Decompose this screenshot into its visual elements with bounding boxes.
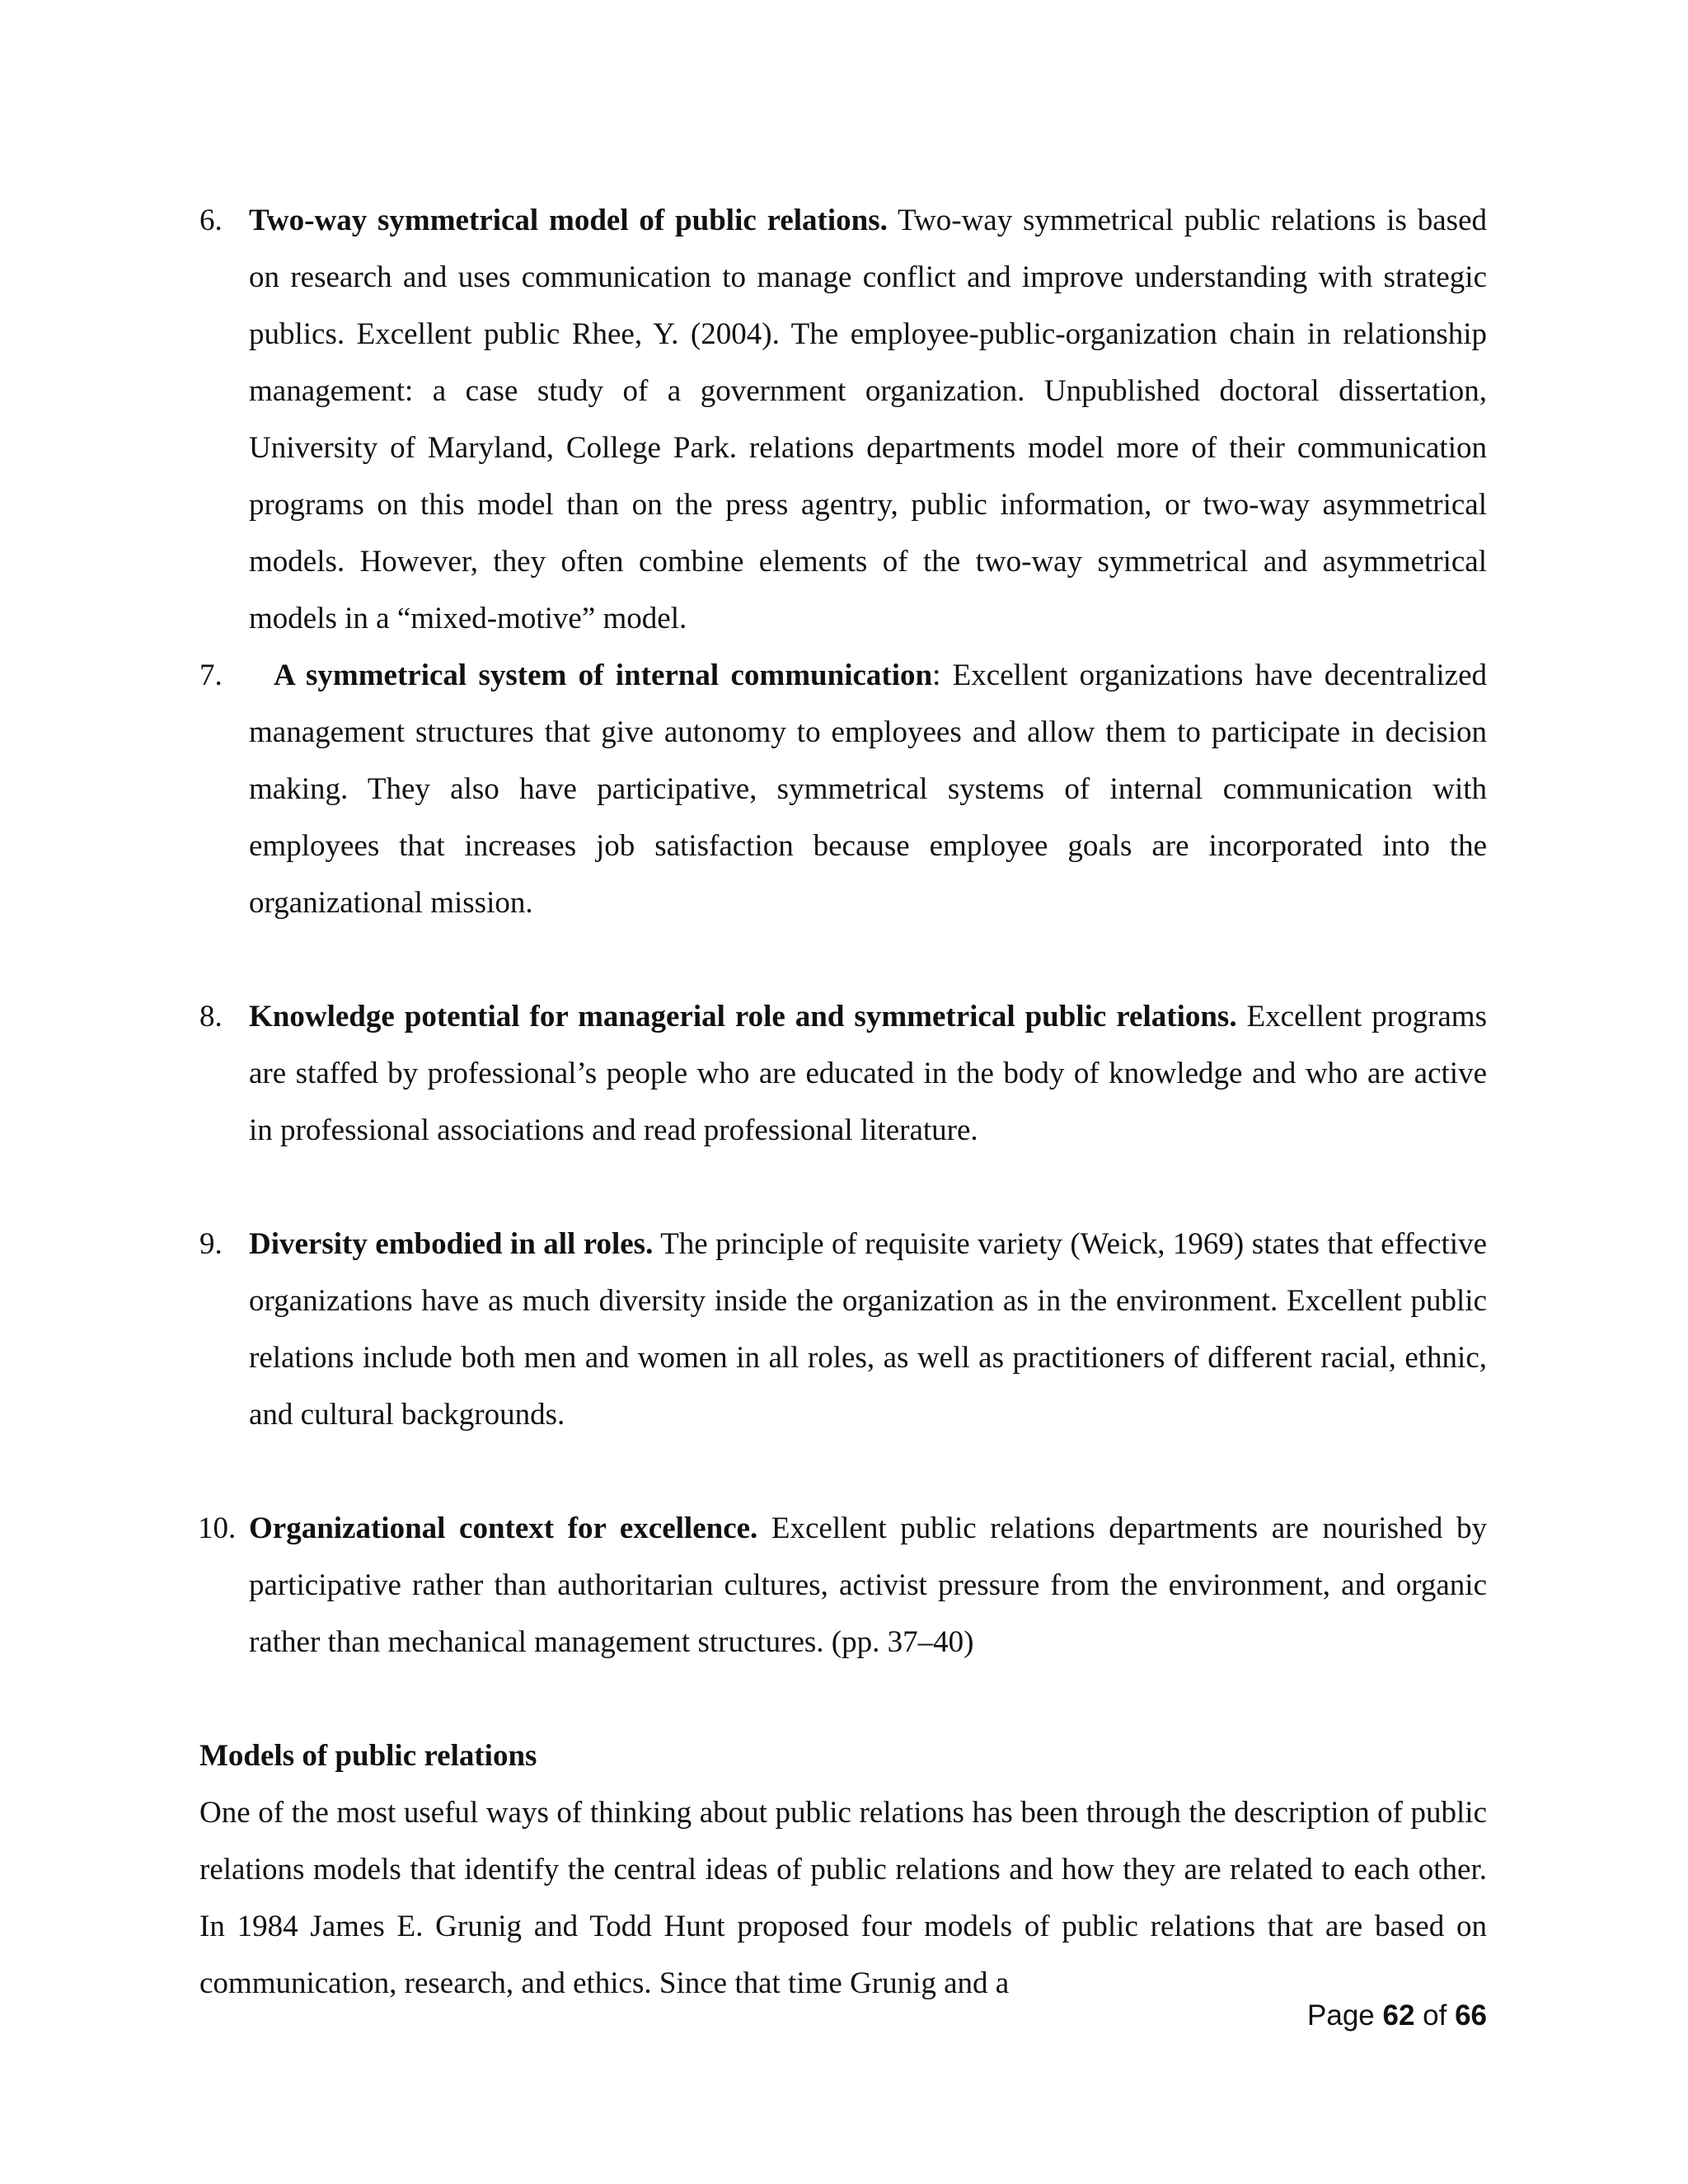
list-item-body: The principle of requisite variety (Weick, 1969) states that effective organizations have as much diversity inside the organization as in the environment. Excellent public relations include both men and women in all roles, as well as practitioners of different racial, ethnic, and cultural backgrounds. (249, 1227, 1488, 1432)
list-item-lead: Organizational context for excellence. (249, 1511, 758, 1545)
list-item-9 (199, 1216, 1487, 1443)
body-paragraph: One of the most useful ways of thinking about public relations has been through the description of public relations models that identify the central ideas of public relations and how they are related to each other. In 1984 James E. Grunig and Todd Hunt proposed four models of public relations that are based on communication, research, and ethics. Since that time Grunig and a (199, 1796, 1487, 2000)
list-number: 9. (199, 1227, 223, 1261)
page-of-label: of (1414, 1999, 1456, 2032)
page-label: Page (1307, 1999, 1383, 2032)
list-number: 8. (199, 1000, 223, 1033)
current-page-number: 62 (1382, 1999, 1415, 2032)
list-item-7 (199, 647, 1487, 931)
list-item-lead: A symmetrical system of internal communication (274, 658, 933, 692)
list-number: 6. (199, 204, 223, 237)
list-item-lead: Diversity embodied in all roles. (249, 1227, 654, 1261)
list-item-6 (199, 192, 1487, 647)
list-item-body: Excellent programs are staffed by professional’s people who are educated in the body of knowledge and who are active in professional associations and read professional literature. (249, 1000, 1487, 1147)
list-item-lead: Knowledge potential for managerial role and symmetrical public relations. (249, 1000, 1237, 1033)
list-item-body: Excellent public relations departments are nourished by participative rather than authoritarian cultures, activist pressure from the environment, and organic rather than mechanical management structures. (pp. 37–40) (249, 1511, 1487, 1659)
list-number: 10. (198, 1511, 237, 1545)
list-item-lead: Two-way symmetrical model of public relations. (249, 204, 888, 237)
page-content (199, 192, 1487, 2012)
list-item-body: : Excellent organizations have decentralized management structures that give autonomy to employees and allow them to participate in decision making. They also have participative, symmetrical systems of internal communication with employees that increases job satisfaction because employee goals are incorporated into the organizational mission. (249, 658, 1487, 920)
page-number-footer (1307, 1998, 1487, 2034)
list-item-10 (199, 1500, 1487, 1671)
list-item-body: Two-way symmetrical public relations is based on research and uses communication to manage conflict and improve understanding with strategic publics. Excellent public Rhee, Y. (2004). The employee-public-organization chain in relationship management: a case study of a government organization. Unpublished doctoral dissertation, University of Maryland, College Park. relations departments model more of their communication programs on this model than on the press agentry, public information, or two-way asymmetrical models. However, they often combine elements of the two-way symmetrical and asymmetrical models in a “mixed-motive” model. (249, 204, 1487, 635)
list-item-8 (199, 988, 1487, 1159)
section-heading: Models of public relations (199, 1739, 537, 1773)
list-number: 7. (199, 658, 223, 692)
total-page-count: 66 (1455, 1999, 1487, 2032)
